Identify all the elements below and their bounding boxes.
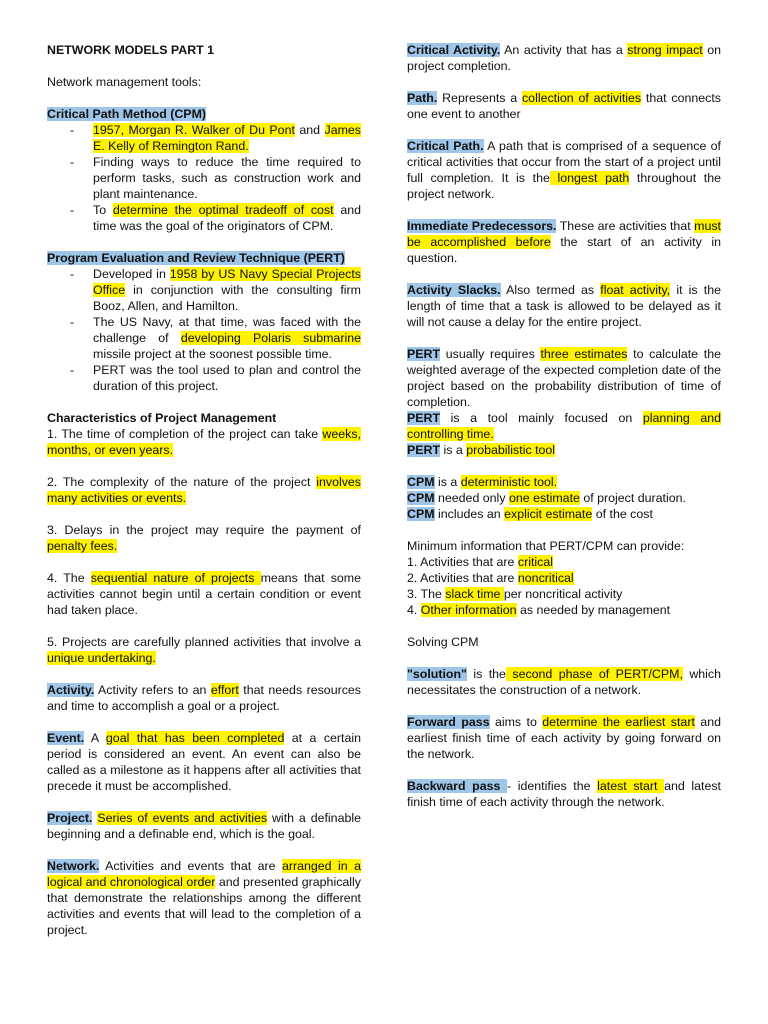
pert-statement: PERT is a probabilistic tool [407,443,556,457]
term-label: Immediate Predecessors. [407,219,557,233]
pert-list [47,266,361,394]
pert-section [47,250,361,266]
definition-path: Path. Represents a collection of activities that connects one event to another [407,91,721,121]
highlight: slack time [445,587,504,601]
definition-forward-pass: Forward pass aims to determine the earliest start and earliest finish time of each activity by going forward on the network. [407,715,721,761]
highlight: unique undertaking. [47,651,156,665]
highlight: 1957, Morgan R. Walker of Du Pont [93,123,295,137]
highlight: determine the optimal tradeoff of cost [112,203,334,217]
definition-activity: Activity. Activity refers to an effort that needs resources and time to accomplish a goal or a project. [47,683,361,713]
highlight: float activity, [600,283,671,297]
term-label: CPM [407,491,435,505]
highlight: latest start [597,779,665,793]
pert-heading: Program Evaluation and Review Technique (PERT) [47,251,345,265]
highlight: noncritical [517,571,574,585]
characteristic-item: 4. The sequential nature of projects means that some activities cannot begin until a certain condition or event had taken place. [47,571,361,617]
term-label: Backward pass [407,779,508,793]
highlight: sequential nature of projects [90,571,261,585]
document-title: NETWORK MODELS PART 1 [47,43,215,57]
definition-network: Network. Activities and events that are arranged in a logical and chronological order and presented graphically that demonstrate the relationships among the different activities and events that will lead to the completion of a project. [47,859,361,937]
highlight: probabilistic tool [466,443,556,457]
definition-solution: "solution" is the second phase of PERT/CPM, which necessitates the construction of a network. [407,667,722,697]
cpm-heading: Critical Path Method (CPM) [47,107,207,121]
list-item: - The US Navy, at that time, was faced with the challenge of developing Polaris submarine missile project at the soonest possible time. [93,314,361,362]
characteristic-item: 5. Projects are carefully planned activities that involve a unique undertaking. [47,635,361,665]
term-label: Path. [407,91,438,105]
characteristic-item: 3. Delays in the project may require the payment of penalty fees. [47,523,361,553]
term-label: PERT [407,443,441,457]
highlight: developing Polaris submarine [180,331,361,345]
characteristics-heading: Characteristics of Project Management [47,411,277,425]
list-item: - PERT was the tool used to plan and control the duration of this project. [93,362,361,394]
highlight: strong impact [627,43,703,57]
highlight: one estimate [508,491,580,505]
term-label: Forward pass [407,715,490,729]
highlight: longest path [549,171,630,185]
cpm-list [47,122,361,234]
left-column [47,42,361,938]
highlight: Other information [420,603,517,617]
list-item: 1. Activities that are critical [407,555,553,569]
highlight: goal that has been completed [105,731,285,745]
term-label: PERT [407,347,441,361]
cpm-statement: CPM needed only one estimate of project duration. [407,491,686,505]
intro-text: Network management tools: [47,75,202,89]
definition-activity-slacks: Activity Slacks. Also termed as float activity, it is the length of time that a task is allowed to be delayed as it will not cause a delay for the entire project. [407,283,721,329]
highlight: effort [210,683,239,697]
highlight: determine the earliest start [542,715,695,729]
term-label: CPM [407,507,435,521]
term-label: Activity Slacks. [407,283,501,297]
definition-project: Project. Series of events and activities with a definable beginning and a definable end, which is the goal. [47,811,361,841]
highlight: Series of events and activities [97,811,268,825]
definition-backward-pass: Backward pass - identifies the latest start and latest finish time of each activity through the network. [407,779,721,809]
cpm-statement: CPM is a deterministic tool. [407,475,558,489]
characteristic-item: 2. The complexity of the nature of the project involves many activities or events. [47,475,361,505]
cpm-statement: CPM includes an explicit estimate of the cost [407,507,653,521]
highlight: arranged in a logical and chronological order [47,859,361,889]
highlight: deterministic tool. [460,475,558,489]
right-column [407,42,721,810]
definition-event: Event. A goal that has been completed at a certain period is considered an event. An event can also be called as a milestone as it happens after all activities that precede it must be accomplished. [47,731,362,793]
highlight: James E. Kelly of Remington Rand. [93,123,361,153]
pert-statement: PERT usually requires three estimates to calculate the weighted average of the expected completion date of the project based on the probability distribution of time of completion. [407,347,721,409]
highlight: must be accomplished before [407,219,721,249]
highlight: second phase of PERT/CPM, [505,667,683,681]
list-item: - Finding ways to reduce the time required to perform tasks, such as construction work and plant maintenance. [93,154,361,202]
term-label: Critical Path. [407,139,484,153]
term-label: Project. [47,811,93,825]
list-item: - To determine the optimal tradeoff of cost and time was the goal of the originators of CPM. [93,202,361,234]
highlight: involves many activities or events. [47,475,361,505]
highlight: critical [517,555,553,569]
highlight: planning and controlling time. [407,411,721,441]
term-label: PERT [407,411,441,425]
term-label: Event. [47,731,85,745]
list-item: - 1957, Morgan R. Walker of Du Pont and James E. Kelly of Remington Rand. [93,122,361,154]
term-label: CPM [407,475,435,489]
characteristic-item: 1. The time of completion of the project can take weeks, months, or even years. [47,427,361,457]
list-item: 4. Other information as needed by management [407,603,671,617]
definition-critical-path: Critical Path. A path that is comprised of a sequence of critical activities that occur from the start of a project until full completion. It is the longest path throughout the project network. [407,139,722,201]
highlight: penalty fees. [47,539,118,553]
list-item: 2. Activities that are noncritical [407,571,574,585]
highlight: explicit estimate [504,507,593,521]
term-label: Activity. [47,683,95,697]
term-label: "solution" [407,667,467,681]
term-label: Critical Activity. [407,43,501,57]
pert-statement: PERT is a tool mainly focused on planning and controlling time. [407,411,721,441]
definition-immediate-predecessors: Immediate Predecessors. These are activities that must be accomplished before the start of an activity in question. [407,219,722,265]
definition-critical-activity: Critical Activity. An activity that has a strong impact on project completion. [407,43,722,73]
highlight: 1958 by US Navy Special Projects Office [93,267,361,297]
minimum-info-heading: Minimum information that PERT/CPM can provide: [407,539,685,553]
list-item: - Developed in 1958 by US Navy Special Projects Office in conjunction with the consulting firm Booz, Allen, and Hamilton. [93,266,361,314]
highlight: weeks, months, or even years. [47,427,361,457]
cpm-section [47,106,361,122]
term-label: Network. [47,859,100,873]
highlight: three estimates [540,347,628,361]
highlight: collection of activities [521,91,642,105]
solving-cpm-heading: Solving CPM [407,635,479,649]
list-item: 3. The slack time per noncritical activity [407,587,623,601]
